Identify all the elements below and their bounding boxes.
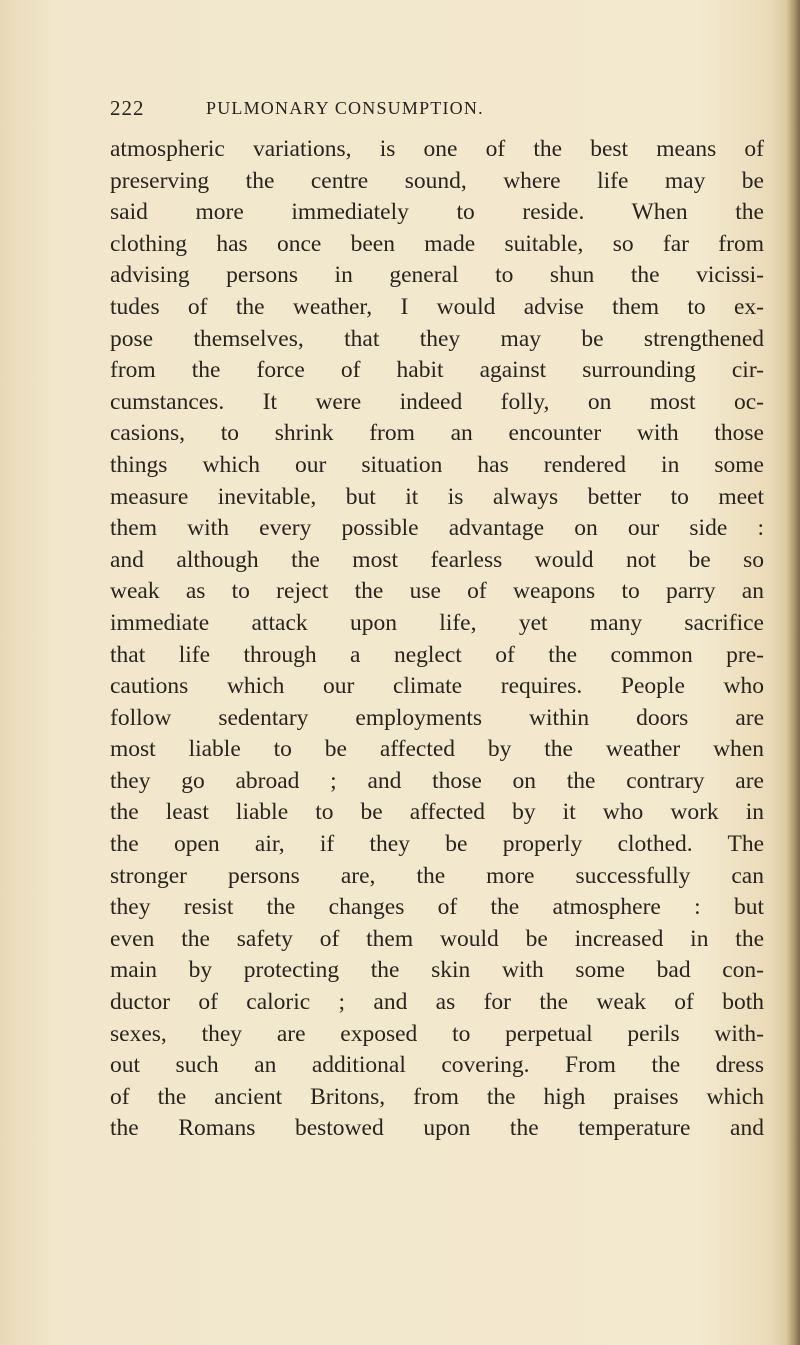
text-line: the least liable to be affected by it who work in xyxy=(110,799,764,826)
text-line: pose themselves, that they may be strengthened xyxy=(110,325,764,352)
text-line: from the force of habit against surrounding cir- xyxy=(110,357,764,384)
text-line: the open air, if they be properly clothed. The xyxy=(110,831,764,858)
page-header xyxy=(110,96,760,128)
text-line: immediate attack upon life, yet many sacrifice xyxy=(110,609,764,636)
text-line: and although the most fearless would not be so xyxy=(110,546,764,573)
page-edge-shadow xyxy=(786,0,800,1345)
text-line: they go abroad ; and those on the contrary are xyxy=(110,767,764,794)
running-title: PULMONARY CONSUMPTION. xyxy=(206,98,484,118)
text-line: they resist the changes of the atmosphere : but xyxy=(110,894,764,921)
text-line: advising persons in general to shun the vicissi- xyxy=(110,262,764,289)
text-line: the Romans bestowed upon the temperature and xyxy=(110,1115,764,1142)
body-text xyxy=(110,134,764,1145)
text-line: measure inevitable, but it is always better to meet xyxy=(110,483,764,510)
text-line: even the safety of them would be increased in the xyxy=(110,925,764,952)
text-line: things which our situation has rendered in some xyxy=(110,451,764,478)
text-line: ductor of caloric ; and as for the weak of both xyxy=(110,989,764,1016)
text-line: cumstances. It were indeed folly, on most oc- xyxy=(110,388,764,415)
text-line: casions, to shrink from an encounter with those xyxy=(110,420,764,447)
text-line: preserving the centre sound, where life may be xyxy=(110,167,764,194)
text-line: stronger persons are, the more successfully can xyxy=(110,862,764,889)
text-line: them with every possible advantage on our side : xyxy=(110,515,764,542)
text-line: clothing has once been made suitable, so far from xyxy=(110,230,764,257)
text-line: most liable to be affected by the weather when xyxy=(110,736,764,763)
text-line: follow sedentary employments within doors are xyxy=(110,704,764,731)
text-line: tudes of the weather, I would advise them to ex- xyxy=(110,293,764,320)
text-line: of the ancient Britons, from the high praises which xyxy=(110,1083,764,1110)
text-line: out such an additional covering. From the dress xyxy=(110,1052,764,1079)
text-line: cautions which our climate requires. People who xyxy=(110,673,764,700)
text-line: said more immediately to reside. When the xyxy=(110,199,764,226)
text-line: atmospheric variations, is one of the best means of xyxy=(110,136,764,162)
text-line: sexes, they are exposed to perpetual perils with- xyxy=(110,1020,764,1047)
text-line: weak as to reject the use of weapons to parry an xyxy=(110,578,764,605)
page-number: 222 xyxy=(110,96,145,120)
text-line: that life through a neglect of the common pre- xyxy=(110,641,764,668)
text-line: main by protecting the skin with some bad con- xyxy=(110,957,764,984)
